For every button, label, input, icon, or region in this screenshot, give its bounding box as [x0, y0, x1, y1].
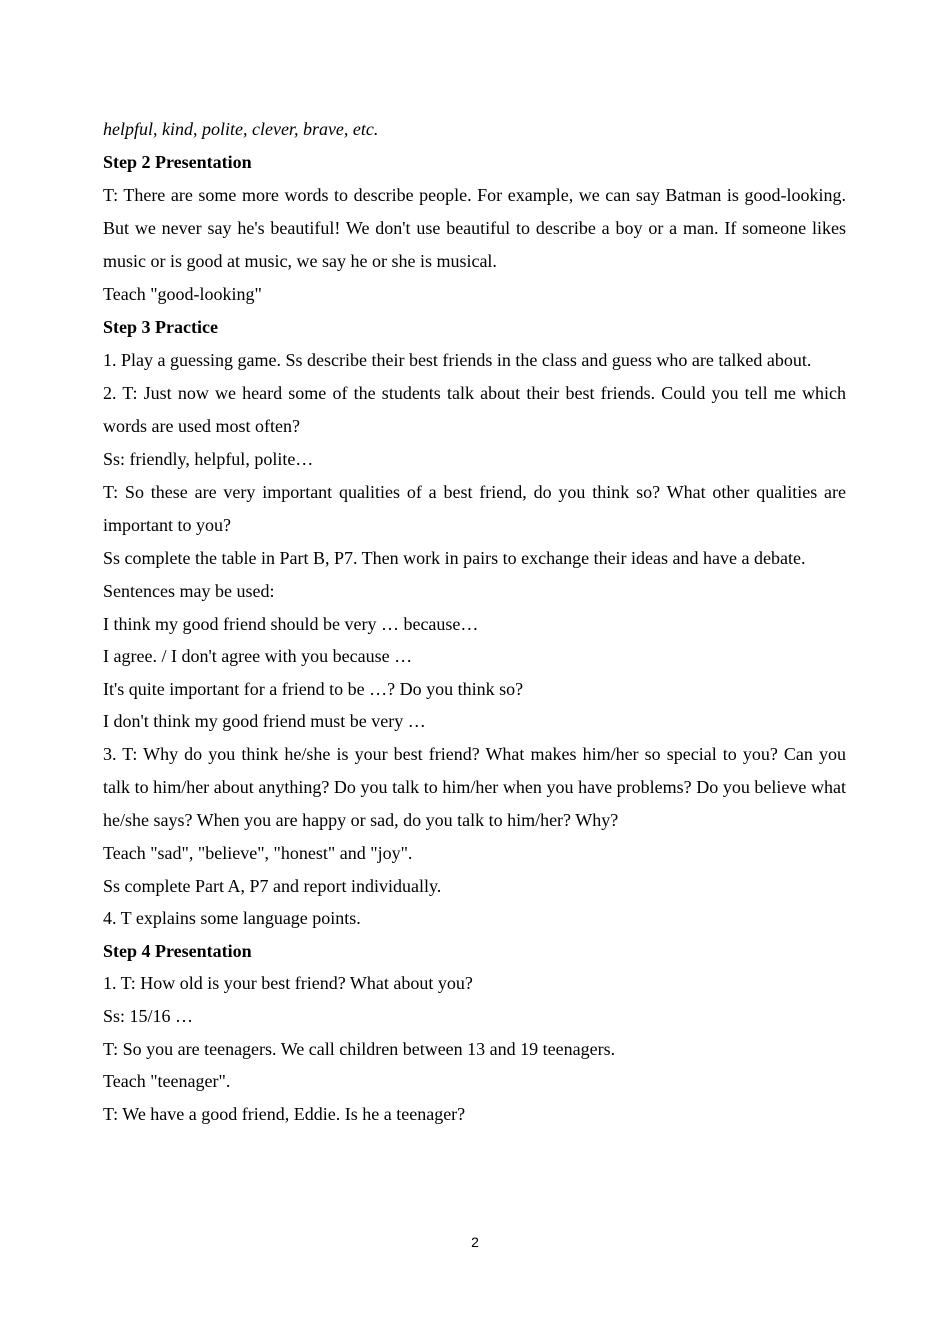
- paragraph: Ss complete the table in Part B, P7. Then work in pairs to exchange their ideas and have a debate.: [103, 548, 806, 568]
- paragraph: Teach "sad", "believe", "honest" and "joy".: [103, 842, 413, 863]
- paragraph: Teach "good-looking": [103, 284, 262, 304]
- sentence-pattern: I don't think my good friend must be very …: [103, 711, 426, 732]
- sentence-pattern: I think my good friend should be very … because…: [103, 613, 479, 634]
- paragraph: 1. Play a guessing game. Ss describe their best friends in the class and guess who are talked about.: [103, 350, 812, 370]
- step-2-heading: Step 2 Presentation: [103, 152, 252, 172]
- sentence-pattern: I agree. / I don't agree with you because …: [103, 646, 413, 667]
- page-number: 2: [471, 1234, 479, 1250]
- paragraph: 3. T: Why do you think he/she is your best friend? What makes him/her so special to you? Can you talk to him/her about anything? Do you talk to him/her when you have problems? Do you believe what he/she says? When you are happy or sad, do you talk to him/her? Why?: [103, 743, 846, 830]
- paragraph: T: We have a good friend, Eddie. Is he a teenager?: [103, 1103, 466, 1124]
- paragraph: 1. T: How old is your best friend? What about you?: [103, 973, 473, 994]
- vocabulary-list: helpful, kind, polite, clever, brave, etc.: [103, 119, 379, 139]
- step-3-heading: Step 3 Practice: [103, 317, 218, 337]
- paragraph: T: There are some more words to describe people. For example, we can say Batman is good-looking. But we never say he's beautiful! We don't use beautiful to describe a boy or a man. If someone likes music or is good at music, we say he or she is musical.: [103, 185, 846, 271]
- paragraph: 2. T: Just now we heard some of the students talk about their best friends. Could you tell me which words are used most often?: [103, 383, 846, 436]
- paragraph: Ss complete Part A, P7 and report individually.: [103, 875, 442, 896]
- paragraph: 4. T explains some language points.: [103, 908, 361, 929]
- paragraph: T: So you are teenagers. We call children between 13 and 19 teenagers.: [103, 1038, 616, 1059]
- paragraph: Teach "teenager".: [103, 1071, 231, 1092]
- step-4-heading: Step 4 Presentation: [103, 940, 252, 961]
- paragraph: Ss: friendly, helpful, polite…: [103, 449, 314, 469]
- paragraph: Ss: 15/16 …: [103, 1005, 194, 1026]
- document-body: [103, 113, 846, 1130]
- paragraph: T: So these are very important qualities of a best friend, do you think so? What other qualities are important to you?: [103, 482, 846, 535]
- paragraph: Sentences may be used:: [103, 581, 275, 601]
- sentence-pattern: It's quite important for a friend to be …? Do you think so?: [103, 678, 524, 699]
